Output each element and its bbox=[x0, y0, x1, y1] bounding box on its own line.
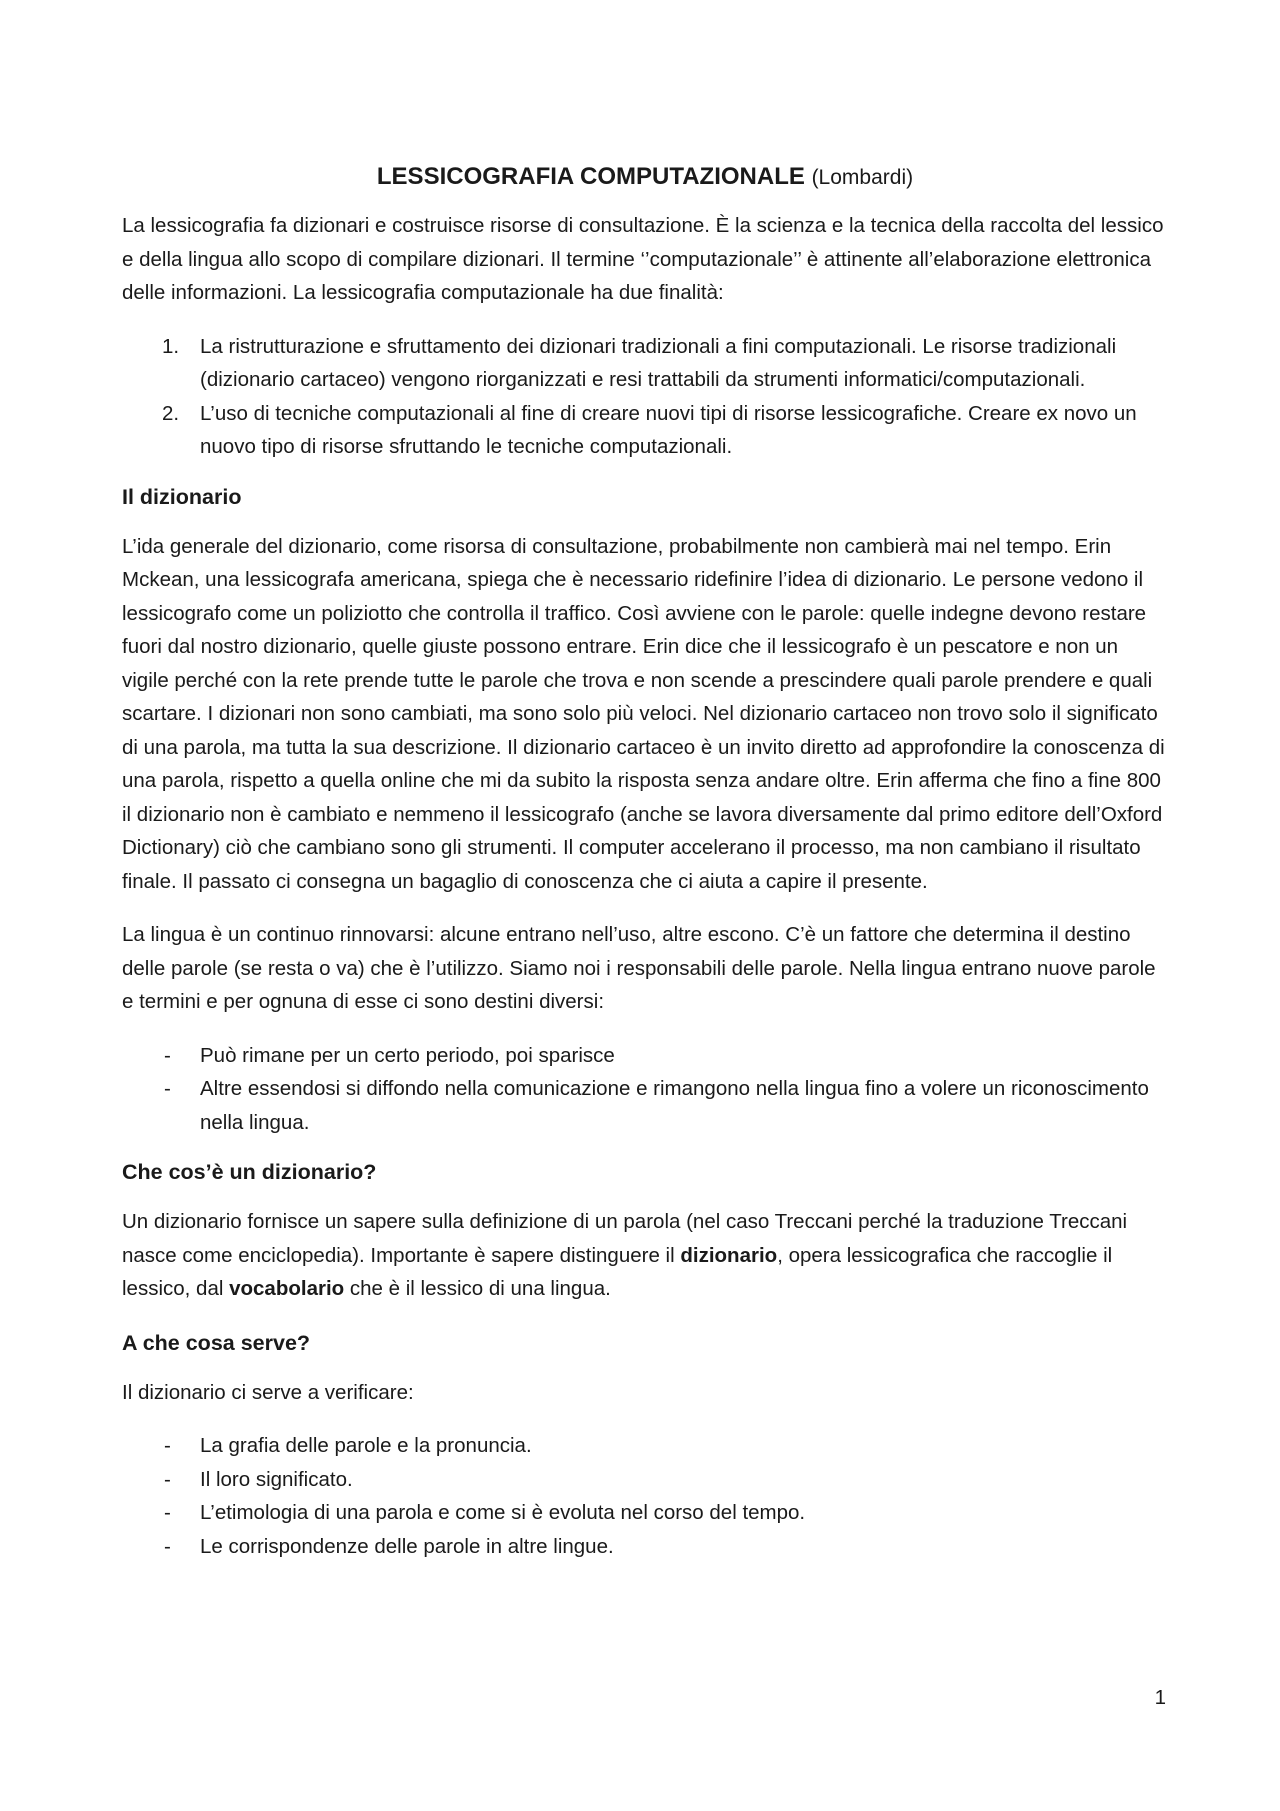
paragraph-verificare: Il dizionario ci serve a verificare: bbox=[122, 1380, 414, 1404]
text-segment: che è il lessico di una lingua. bbox=[344, 1277, 611, 1300]
title-main: LESSICOGRAFIA COMPUTAZIONALE bbox=[376, 163, 805, 190]
paragraph-erin-mckean: L’ida generale del dizionario, come risorsa di consultazione, probabilmente non cambierà mai nel tempo. Erin Mckean, una lessicografa americana, spiega che è necessario ridefinire l’idea di dizionario. Le persone vedono il lessicografo come un poliziotto che controlla il traffico. Così avviene con le parole: quelle indegne devono restare fuori dal nostro dizionario, quelle giuste possono entrare. Erin dice che il lessicografo è un pescatore e non un vigile perché con la rete prende tutte le parole che trova e non scende a prescindere quali parole prendere e quali scartare. I dizionari non sono cambiati, ma sono solo più veloci. Nel dizionario cartaceo non trovo solo il significato di una parola, ma tutta la sua descrizione. Il dizionario cartaceo è un invito diretto ad approfondire la conoscenza di una parola, rispetto a quella online che mi da subito la risposta senza andare oltre. Erin afferma che fino a fine 800 il dizionario non è cambiato e nemmeno il lessicografo (anche se lavora diversamente dal primo editore dell’Oxford Dictionary) ciò che cambiano sono gli strumenti. Il computer accelerano il processo, ma non cambiano il risultato finale. Il passato ci consegna un bagaglio di conoscenza che ci aiuta a capire il presente. bbox=[122, 534, 1165, 893]
list-item-text: Il loro significato. bbox=[200, 1467, 353, 1491]
list-number: 1. bbox=[162, 334, 180, 358]
list-item bbox=[122, 1463, 1168, 1497]
text-segment: , opera lessicografica che raccoglie il lessico, dal bbox=[122, 1243, 1113, 1300]
list-item-text: L’etimologia di una parola e come si è evoluta nel corso del tempo. bbox=[200, 1501, 806, 1524]
list-item-text: Altre essendosi si diffondo nella comunicazione e rimangono nella lingua fino a volere un riconoscimento nella lingua. bbox=[200, 1077, 1149, 1134]
section-heading-dizionario: Il dizionario bbox=[122, 484, 242, 509]
term-vocabolario: vocabolario bbox=[229, 1277, 345, 1300]
list-dash: - bbox=[164, 1534, 171, 1558]
verificare-list bbox=[122, 1429, 1168, 1563]
intro-paragraph: La lessicografia fa dizionari e costruisce risorse di consultazione. È la scienza e la tecnica della raccolta del lessico e della lingua allo scopo di compilare dizionari. Il termine ‘’computazionale’’ è attinente all’elaborazione elettronica delle informazioni. La lessicografia computazionale ha due finalità: bbox=[122, 214, 1164, 304]
document-page bbox=[122, 150, 1168, 1579]
list-item bbox=[122, 1530, 1168, 1564]
finalita-list bbox=[122, 330, 1168, 464]
list-dash: - bbox=[164, 1467, 171, 1491]
section-heading-a-che-serve: A che cosa serve? bbox=[122, 1330, 311, 1355]
paragraph-definizione bbox=[122, 1205, 1168, 1306]
list-item bbox=[122, 1496, 1168, 1530]
list-dash: - bbox=[164, 1077, 171, 1100]
list-item bbox=[122, 397, 1168, 464]
term-dizionario: dizionario bbox=[680, 1243, 778, 1267]
list-item bbox=[122, 1072, 1168, 1139]
list-item-text: L’uso di tecniche computazionali al fine di creare nuovi tipi di risorse lessicografiche. Creare ex novo un nuovo tipo di risorse sfruttando le tecniche computazionali. bbox=[200, 401, 1137, 458]
paragraph-lingua: La lingua è un continuo rinnovarsi: alcune entrano nell’uso, altre escono. C’è un fattore che determina il destino delle parole (se resta o va) che è l’utilizzo. Siamo noi i responsabili delle parole. Nella lingua entrano nuove parole e termini e per ognuna di esse ci sono destini diversi: bbox=[122, 923, 1156, 1013]
destini-list bbox=[122, 1039, 1168, 1140]
list-item-text: La ristrutturazione e sfruttamento dei dizionari tradizionali a fini computazionali. Le risorse tradizionali (dizionario cartaceo) vengono riorganizzati e resi trattabili da strumenti informatici/computazionali. bbox=[200, 334, 1117, 391]
text-segment: Un dizionario fornisce un sapere sulla definizione di un parola (nel caso Treccani perché la traduzione Treccani nasce come enciclopedia). Importante è sapere distinguere il bbox=[122, 1210, 1128, 1267]
list-item-text: Può rimane per un certo periodo, poi sparisce bbox=[200, 1043, 615, 1067]
section-heading-che-cos-e: Che cos’è un dizionario? bbox=[122, 1160, 377, 1184]
list-item bbox=[122, 1429, 1168, 1463]
list-dash: - bbox=[164, 1501, 171, 1524]
list-item-text: Le corrispondenze delle parole in altre lingue. bbox=[200, 1534, 614, 1558]
list-dash: - bbox=[164, 1434, 171, 1457]
list-item-text: La grafia delle parole e la pronuncia. bbox=[200, 1434, 532, 1457]
document-title bbox=[122, 160, 1168, 195]
list-item bbox=[122, 1039, 1168, 1073]
list-number: 2. bbox=[162, 401, 180, 425]
list-dash: - bbox=[164, 1043, 171, 1067]
title-author: (Lombardi) bbox=[811, 166, 914, 189]
page-number: 1 bbox=[1154, 1686, 1166, 1709]
list-item bbox=[122, 330, 1168, 397]
